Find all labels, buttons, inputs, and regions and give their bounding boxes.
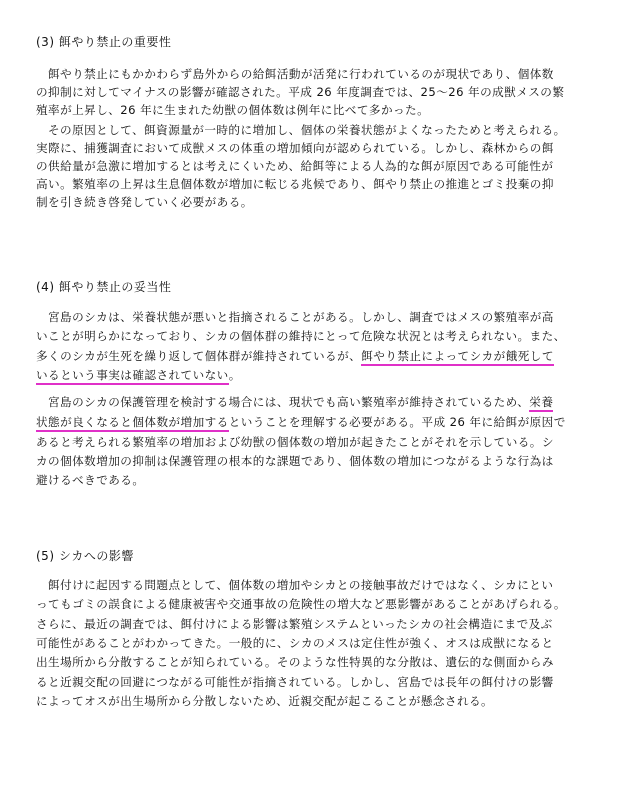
section-4-line-3 <box>36 348 554 364</box>
section-4-line-7: あると考えられる繁殖率の増加および幼獣の個体数の増加が起きたことがそれを示している。シ <box>36 435 554 449</box>
section-5-line-1: 餌付けに起因する問題点として、個体数の増加やシカとの接触事故だけではなく、シカにとい <box>48 578 554 592</box>
section-3-line-2: の抑制に対してマイナスの影響が確認された。平成 26 年度調査では、25～26 年の成獣メスの繁 <box>36 85 565 99</box>
underlined-phrase-starvation: 餌やり禁止によってシカが餓死して <box>361 349 554 366</box>
section-5-line-5: 出生場所から分散することが知られている。そのような性特異的な分散は、遺伝的な側面からみ <box>36 655 554 669</box>
section-3-line-4: その原因として、餌資源量が一時的に増加し、個体の栄養状態がよくなったためと考えられる。 <box>48 123 566 137</box>
section-3-line-1: 餌やり禁止にもかかわらず島外からの給餌活動が活発に行われているのが現状であり、個体数 <box>48 67 554 81</box>
section-3-heading: (3) 餌やり禁止の重要性 <box>36 35 172 49</box>
section-5-line-7: によってオスが出生場所から分散しないため、近親交配が起こることが懸念される。 <box>36 694 494 708</box>
section-5-line-3: さらに、最近の調査では、餌付けによる影響は繁殖システムといったシカの社会構造にまで及ぶ <box>36 617 553 631</box>
section-3-line-8: 制を引き続き啓発していく必要がある。 <box>36 195 253 209</box>
section-4-line-1: 宮島のシカは、栄養状態が悪いと指摘されることがある。しかし、調査ではメスの繁殖率が高 <box>48 310 554 324</box>
section-5-heading: (5) シカへの影響 <box>36 549 134 563</box>
section-4-line-8: カの個体数増加の抑制は保護管理の根本的な課題であり、個体数の増加につながるような行為は <box>36 454 554 468</box>
section-4-line-5 <box>48 394 553 410</box>
section-5-line-6: ると近親交配の回避につながる可能性が指摘されている。しかし、宮島では長年の餌付けの影響 <box>36 675 554 689</box>
section-4-line-5-text: 宮島のシカの保護管理を検討する場合には、現状でも高い繁殖率が維持されているため、 <box>48 395 530 409</box>
section-5-line-2: ってもゴミの誤食による健康被害や交通事故の危険性の増大など悪影響があることがあげられる。 <box>36 597 566 611</box>
section-3-line-6: の供給量が急激に増加するとは考えにくいため、給餌等による人為的な餌が原因である可能性が <box>36 159 554 173</box>
section-4-line-4 <box>36 367 241 383</box>
underlined-phrase-not-confirmed: いるという事実は確認されていない <box>36 368 229 385</box>
section-4-line-2: いことが明らかになっており、シカの個体群の維持にとって危険な状況とは考えられない。また、 <box>36 329 566 343</box>
section-4-line-4-period: 。 <box>228 368 241 382</box>
section-3-line-7: 高い。繁殖率の上昇は生息個体数が増加に転じる兆候であり、餌やり禁止の推進とゴミ投棄の抑 <box>36 177 554 191</box>
section-4-line-9: 避けるべきである。 <box>36 473 145 487</box>
underlined-phrase-nutrition: 栄養 <box>529 395 553 412</box>
section-4-heading: (4) 餌やり禁止の妥当性 <box>36 280 172 294</box>
section-4-line-3-text: 多くのシカが生死を繰り返して個体群が維持されているが、 <box>36 349 362 363</box>
section-3-line-5: 実際に、捕獲調査において成獣メスの体重の増加傾向が認められている。しかし、森林からの餌 <box>36 141 554 155</box>
section-3-line-3: 殖率が上昇し、26 年に生まれた幼獣の個体数は例年に比べて多かった。 <box>36 103 430 117</box>
section-4-line-6-text: ということを理解する必要がある。平成 26 年に給餌が原因で <box>228 415 566 429</box>
underlined-phrase-population-increase: 状態が良くなると個体数が増加する <box>36 415 229 432</box>
section-4-line-6 <box>36 414 566 430</box>
section-5-line-4: 可能性があることがわかってきた。一般的に、シカのメスは定住性が強く、オスは成獣になると <box>36 636 554 650</box>
